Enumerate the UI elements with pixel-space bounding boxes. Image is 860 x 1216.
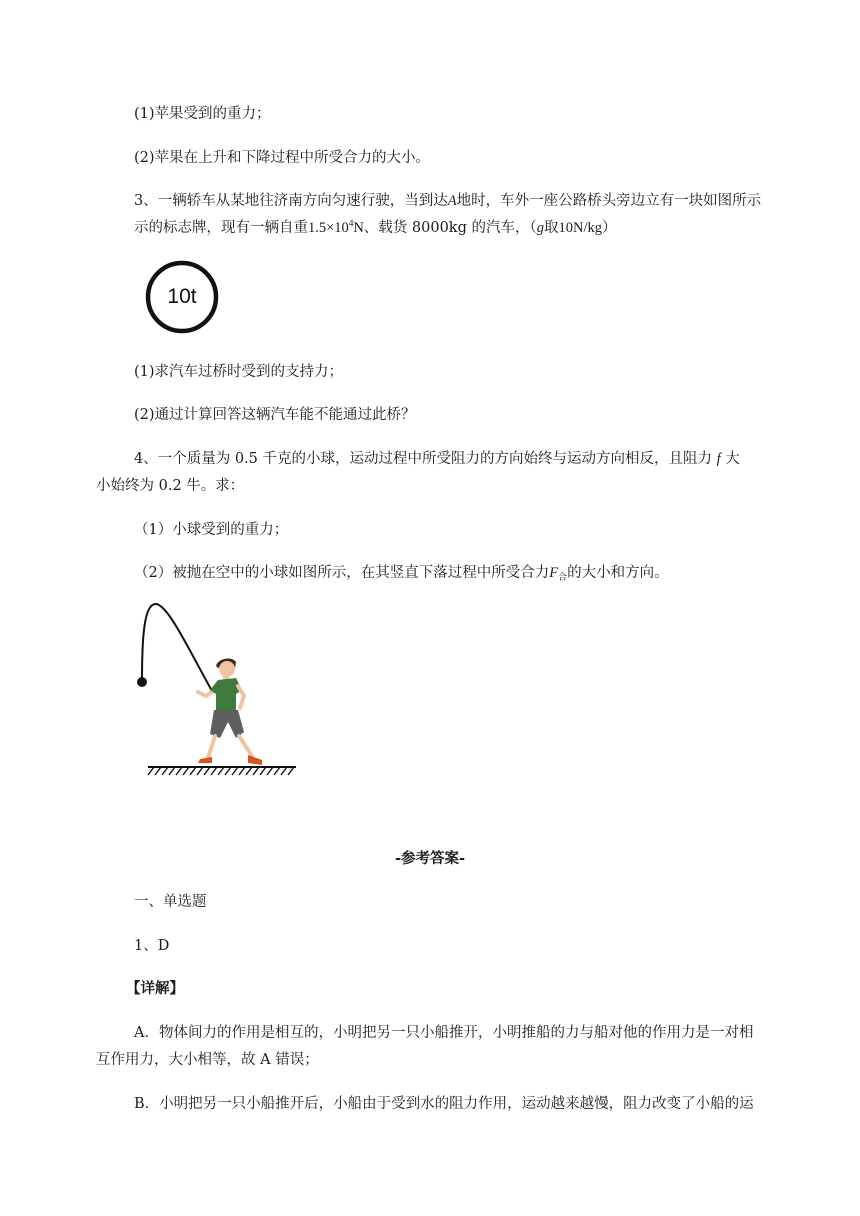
- q2-part2: (2)苹果在上升和下降过程中所受合力的大小。: [134, 150, 431, 166]
- q3-part1: (1)求汽车过桥时受到的支持力；: [134, 364, 344, 380]
- sign-text: 10t: [167, 285, 197, 308]
- q4-line2: 小始终为 0.2 牛。求：: [96, 478, 245, 494]
- person-arm-side: [238, 686, 244, 708]
- q3-line1: 3、一辆轿车从某地往济南方向匀速行驶，当到达A地时，车外一座公路桥头旁边立有一块如图所示: [134, 193, 762, 209]
- person-shoe-right: [248, 755, 262, 765]
- q4-line1: 4、一个质量为 0.5 千克的小球，运动过程中所受阻力的方向始终与运动方向相反，且阻力 f 大: [134, 451, 740, 467]
- ball: [137, 677, 147, 687]
- q3-part2: (2)通过计算回答这辆汽车能不能通过此桥？: [134, 407, 416, 423]
- section-heading: 一、单选题: [134, 894, 207, 910]
- answer-title: -参考答案-: [394, 850, 466, 867]
- weight-limit-sign: [144, 259, 220, 335]
- answer-1: 1、D: [134, 938, 170, 954]
- ground-hatching: [148, 767, 294, 775]
- detail-heading: 【详解】: [126, 980, 184, 997]
- person-leg-left: [208, 736, 215, 758]
- explanation-a-line2: 互作用力，大小相等，故 A 错误；: [96, 1052, 319, 1068]
- person-shoe-left: [198, 757, 212, 763]
- person-leg-right: [239, 736, 252, 756]
- q3-line2: 示的标志牌，现有一辆自重$1.5\times 10^4N$、载货 8000kg 的汽车，（g取10N/kg）: [134, 218, 617, 236]
- person-shirt: [210, 678, 242, 710]
- explanation-b-line1: B．小明把另一只小船推开后，小船由于受到水的阻力作用，运动越来越慢，阻力改变了小船的运: [134, 1096, 754, 1112]
- person-head: [219, 661, 235, 677]
- ball-trajectory: [142, 604, 212, 691]
- q4-part1: （1）小球受到的重力；: [134, 522, 289, 538]
- person-pants: [210, 710, 244, 738]
- ball-throw-figure: [136, 598, 304, 782]
- explanation-a-line1: A．物体间力的作用是相互的，小明把另一只小船推开，小明推船的力与船对他的作用力是一对相: [134, 1025, 754, 1041]
- q4-part2: （2）被抛在空中的小球如图所示，在其竖直下落过程中所受合力$F_合$的大小和方向。: [134, 565, 669, 583]
- q2-part1: (1)苹果受到的重力；: [134, 106, 271, 122]
